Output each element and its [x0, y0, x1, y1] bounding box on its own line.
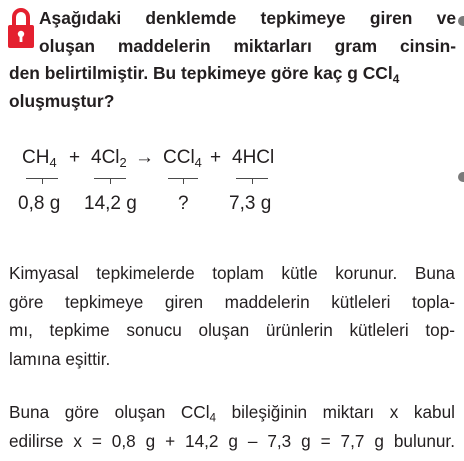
question-line: oluşmuştur? — [9, 90, 115, 111]
product-hcl: 4HCl — [232, 147, 275, 168]
reactant-ch4: $CH_4$ — [22, 147, 57, 171]
plus-sign: + — [69, 147, 81, 168]
mass-cl2: 14,2 g — [84, 193, 137, 214]
explanation-paragraph — [9, 259, 455, 373]
question-line: oluşan maddelerin miktarları gram cinsin- — [39, 35, 456, 56]
product-ccl4: CCl$_4$ — [163, 147, 202, 171]
page-edge-marker — [458, 16, 464, 26]
paragraph-line: mı, tepkime sonucu oluşan ürünlerin kütleleri top- — [9, 320, 455, 341]
reaction-arrow: → — [135, 147, 154, 168]
chemical-equation — [0, 138, 464, 228]
page-edge-marker — [458, 172, 464, 182]
question-line: Aşağıdaki denklemde tepkimeye giren ve — [39, 8, 456, 28]
mass-ccl4: ? — [178, 193, 189, 214]
mass-marker — [26, 178, 58, 179]
paragraph-line: Kimyasal tepkimelerde toplam kütle korunur. Buna — [9, 263, 455, 283]
paragraph-line: lamına eşittir. — [9, 348, 111, 369]
plus-sign: + — [210, 147, 222, 168]
reactant-cl2: $4Cl_2$ — [91, 147, 127, 171]
question-line: den belirtilmiştir. Bu tepkimeye göre kaç g CCl$_4$ — [9, 63, 400, 86]
question-text — [9, 5, 456, 115]
mass-hcl: 7,3 g — [229, 193, 272, 214]
paragraph-line: Buna göre oluşan CCl$_4$ bileşiğinin miktarı x kabul — [9, 402, 455, 425]
mass-ch4: 0,8 g — [18, 193, 61, 214]
paragraph-line: göre tepkimeye giren maddelerin kütleleri topla- — [9, 291, 455, 312]
mass-marker — [168, 178, 198, 179]
mass-marker — [94, 178, 126, 179]
mass-marker — [236, 178, 268, 179]
solution-paragraph — [9, 398, 455, 455]
paragraph-line: edilirse x = 0,8 g + 14,2 g – 7,3 g = 7,7 g bulunur. — [9, 430, 455, 451]
